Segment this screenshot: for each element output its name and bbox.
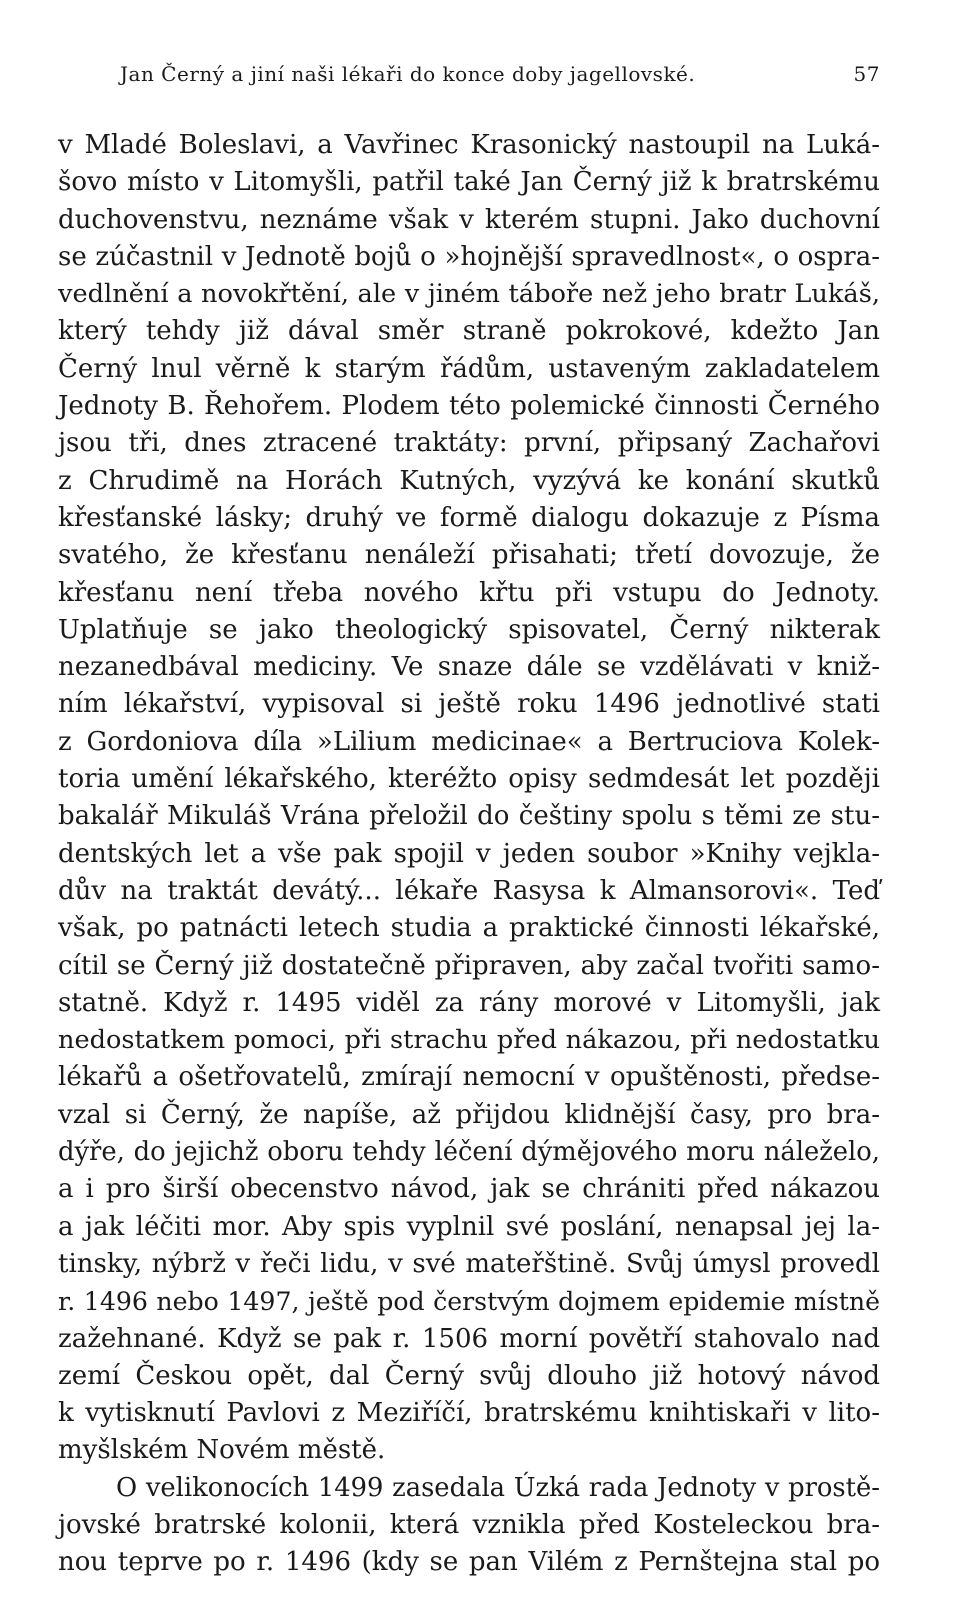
text-line: křesťanu není třeba nového křtu při vstupu do Jednoty. <box>58 577 880 608</box>
text-line: dentských let a vše pak spojil v jeden soubor »Knihy vejkla- <box>58 838 880 869</box>
text-line: vedlnění a novokřtění, ale v jiném táboře než jeho bratr Lukáš, <box>58 279 880 310</box>
text-line: který tehdy již dával směr straně pokrokové, kdežto Jan <box>58 316 880 347</box>
text-line: Černý lnul věrně k starým řádům, ustaveným zakladatelem <box>58 353 880 384</box>
text-line: duchovenstvu, neznáme však v kterém stupni. Jako duchovní <box>58 204 880 235</box>
text-line: jovské bratrské kolonii, která vznikla před Kosteleckou bra- <box>58 1509 880 1540</box>
text-line: Uplatňuje se jako theologický spisovatel, Černý nikterak <box>58 614 880 645</box>
text-line: ním lékařství, vypisoval si ještě roku 1496 jednotlivé stati <box>58 689 880 720</box>
text-line: tinsky, nýbrž v řeči lidu, v své mateřštině. Svůj úmysl provedl <box>58 1248 880 1279</box>
text-line: nezanedbával mediciny. Ve snaze dále se vzdělávati v kniž- <box>58 652 880 683</box>
text-line: z Chrudimě na Horách Kutných, vyzývá ke konání skutků <box>58 465 880 496</box>
text-line: k vytisknutí Pavlovi z Meziříčí, bratrskému knihtiskaři v lito- <box>58 1398 880 1429</box>
text-line: vzal si Černý, že napíše, až přijdou klidnější časy, pro bra- <box>58 1099 880 1130</box>
text-line: nou teprve po r. 1496 (kdy se pan Vilém z Pernštejna stal po <box>58 1547 880 1578</box>
page-number: 57 <box>853 62 880 86</box>
text-line: zažehnané. Když se pak r. 1506 morní povětří stahovalo nad <box>58 1323 880 1354</box>
text-line: Jednoty B. Řehořem. Plodem této polemické činnosti Černého <box>58 391 880 422</box>
text-line: statně. Když r. 1495 viděl za rány morové v Litomyšli, jak <box>58 987 880 1018</box>
text-line: zemí Českou opět, dal Černý svůj dlouho již hotový návod <box>58 1360 880 1391</box>
text-line: svatého, že křesťanu nenáleží přisahati; třetí dovozuje, že <box>58 540 880 571</box>
text-line: a jak léčiti mor. Aby spis vyplnil své poslání, nenapsal jej la- <box>58 1211 880 1242</box>
running-head-title: Jan Černý a jiní naši lékaři do konce doby jagellovské. <box>120 62 696 86</box>
text-line: se zúčastnil v Jednotě bojů o »hojnější spravedlnost«, o ospra- <box>58 241 880 272</box>
text-line: O velikonocích 1499 zasedala Úzká rada Jednoty v prostě- <box>116 1472 880 1503</box>
paragraph <box>58 127 880 1470</box>
text-line: dýře, do jejichž oboru tehdy léčení dýmějového moru náleželo, <box>58 1137 880 1168</box>
text-line: však, po patnácti letech studia a praktické činnosti lékařské, <box>58 913 880 944</box>
text-line: myšlském Novém městě. <box>58 1435 386 1466</box>
text-line: šovo místo v Litomyšli, patřil také Jan Černý již k bratrskému <box>58 167 880 198</box>
running-head <box>120 62 880 92</box>
paragraph <box>58 1470 880 1582</box>
text-line: toria umění lékařského, kteréžto opisy sedmdesát let později <box>58 764 880 795</box>
text-line: cítil se Černý již dostatečně připraven, aby začal tvořiti samo- <box>58 950 880 981</box>
text-line: v Mladé Boleslavi, a Vavřinec Krasonický nastoupil na Luká- <box>58 130 880 160</box>
text-line: bakalář Mikuláš Vrána přeložil do češtiny spolu s těmi ze stu- <box>58 801 880 832</box>
text-line: jsou tři, dnes ztracené traktáty: první, připsaný Zachařovi <box>58 428 880 459</box>
text-line: křesťanské lásky; druhý ve formě dialogu dokazuje z Písma <box>58 502 880 533</box>
text-line: lékařů a ošetřovatelů, zmírají nemocní v opuštěnosti, předse- <box>58 1062 880 1093</box>
text-line: r. 1496 nebo 1497, ještě pod čerstvým dojmem epidemie místně <box>58 1287 880 1317</box>
text-line: a i pro širší obecenstvo návod, jak se chrániti před nákazou <box>58 1174 880 1205</box>
text-line: z Gordoniova díla »Lilium medicinae« a Bertruciova Kolek- <box>58 726 880 757</box>
text-line: nedostatkem pomoci, při strachu před nákazou, při nedostatku <box>58 1025 880 1056</box>
text-line: dův na traktát devátý... lékaře Rasysa k Almansorovi«. Teď <box>58 875 880 906</box>
body-text <box>58 127 880 1582</box>
